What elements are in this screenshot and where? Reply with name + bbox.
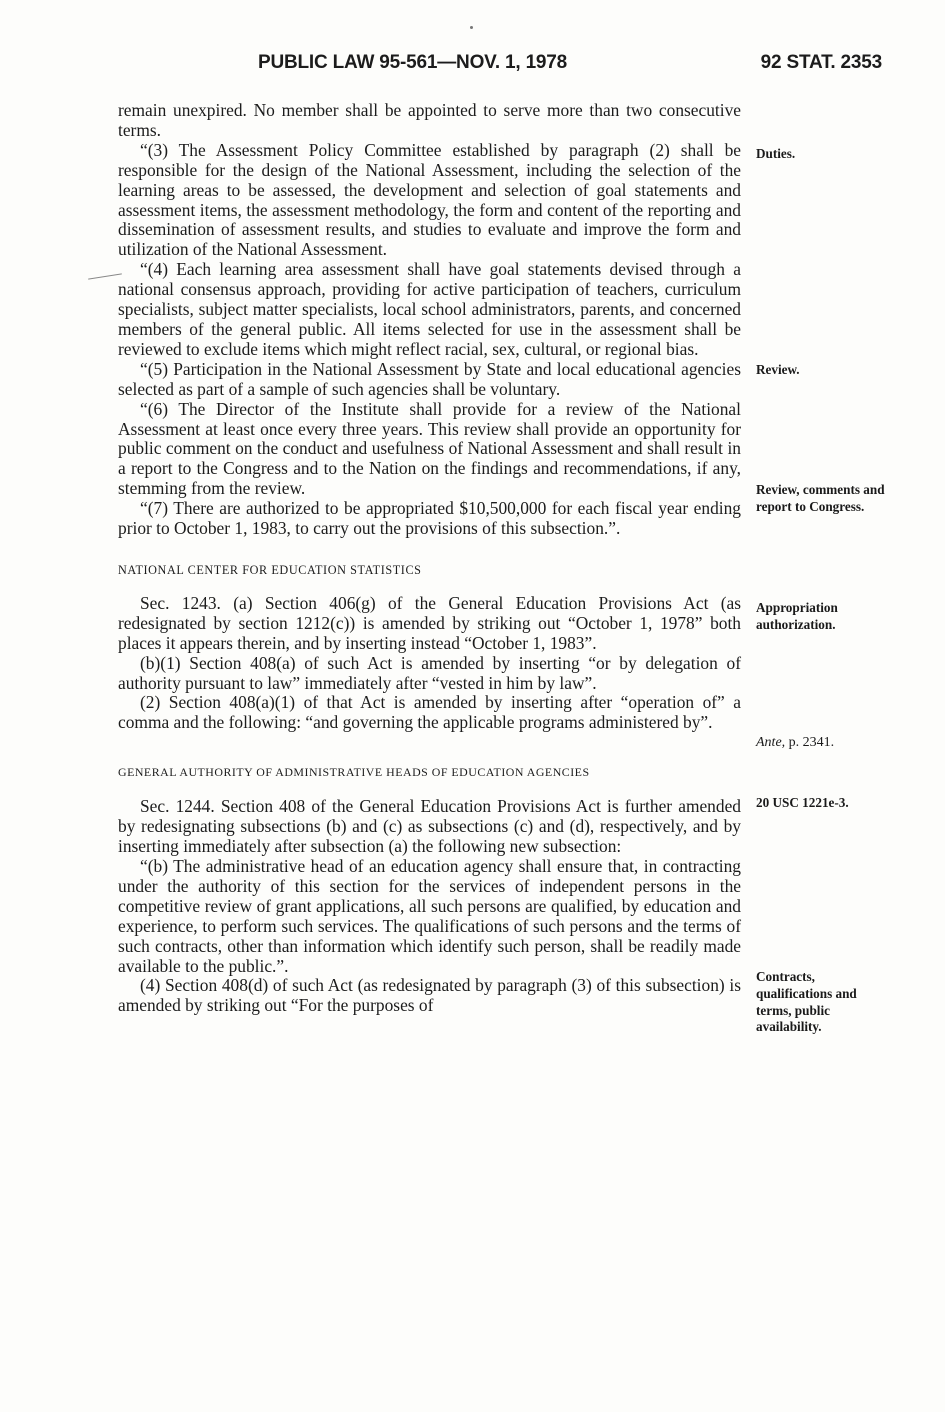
section-1244-b: “(b) The administrative head of an education agency shall ensure that, in contracting under the authority of this section for the services of independent persons in the competitive review of grant applications, all such persons are qualified, by education and experience, to perform such services. The qualifications of such persons and the terms of such contracts, other than information which identify such person, shall be readily made available to the public.”. — [118, 856, 741, 976]
paragraph-4: “(4) Each learning area assessment shall have goal statements devised through a national consensus approach, providing for active participation of teachers, curriculum specialists, subject matter specialists, local school administrators, parents, and concerned members of the general public. All items selected for use in the assessment shall be reviewed to exclude items which might reflect racial, sex, cultural, or regional bias. — [118, 259, 741, 359]
paragraph-5: “(5) Participation in the National Assessment by State and local educational agencies selected as part of a sample of such agencies shall be voluntary. — [118, 358, 741, 399]
paragraph-6: “(6) The Director of the Institute shall provide for a review of the National Assessment at least once every three years. This review shall provide an opportunity for public comment on the conduct and usefulness of National Assessment and shall result in a report to the Congress and to the Nation on the findings and recommendations, if any, stemming from the review. — [118, 398, 741, 499]
margin-note-appropriation: Appropriation authorization. — [756, 600, 838, 632]
paragraph-continued: remain unexpired. No member shall be appointed to serve more than two consecutive terms. — [118, 100, 741, 140]
section-1244-4: (4) Section 408(d) of such Act (as redesignated by paragraph (3) of this subsection) is amended by striking out “For the purposes of — [118, 975, 741, 1016]
section-1244: Sec. 1244. Section 408 of the General Education Provisions Act is further amended by redesignating subsections (b) and (c) as subsections (c) and (d), respectively, and by inserting immediately after subsection (a) the following new subsection: — [118, 796, 741, 857]
section-1243-b2: (2) Section 408(a)(1) of that Act is amended by inserting after “operation of” a comma and the following: “and governing the applicable programs administered by”. — [118, 692, 741, 733]
margin-note-usc: 20 USC 1221e-3. — [756, 795, 849, 810]
section-heading-statistics: NATIONAL CENTER FOR EDUCATION STATISTICS — [118, 562, 422, 577]
section-heading-authority: GENERAL AUTHORITY OF ADMINISTRATIVE HEADS OF EDUCATION AGENCIES — [118, 765, 590, 780]
margin-note-review: Review. — [756, 362, 800, 377]
ante-page: p. 2341. — [785, 735, 835, 750]
page-header — [118, 52, 882, 80]
margin-note-duties: Duties. — [756, 146, 796, 161]
header-title: PUBLIC LAW 95-561—NOV. 1, 1978 — [258, 52, 568, 73]
margin-note-contracts: Contracts, qualifications and terms, public availability. — [756, 969, 857, 1035]
margin-note-ante — [756, 735, 941, 752]
paragraph-3: “(3) The Assessment Policy Committee established by paragraph (2) shall be responsible for the design of the National Assessment, including the selection of the learning areas to be assessed, the development and selection of goal statements and assessment items, the assessment methodology, the form and content of the reporting and dissemination of assessment results, and studies to evaluate and improve the form and utilization of the National Assessment. — [118, 139, 741, 260]
ante-italic: Ante, — [756, 735, 786, 750]
header-stat-citation: 92 STAT. 2353 — [760, 52, 882, 73]
scan-speck — [470, 26, 473, 29]
body-text — [118, 101, 741, 1016]
section-1243-a: Sec. 1243. (a) Section 406(g) of the General Education Provisions Act (as redesignated by section 1212(c)) is amended by striking out “October 1, 1978” both places it appears therein, and by inserting instead “October 1, 1983”. — [118, 592, 741, 653]
margin-note-review-comments: Review, comments and report to Congress. — [756, 482, 885, 514]
section-1243-b1: (b)(1) Section 408(a) of such Act is amended by inserting “or by delegation of authority pursuant to law” immediately after “vested in him by law”. — [118, 652, 741, 693]
paragraph-7: “(7) There are authorized to be appropriated $10,500,000 for each fiscal year ending prior to October 1, 1983, to carry out the provisions of this subsection.”. — [118, 498, 741, 539]
scan-mark — [88, 273, 122, 279]
